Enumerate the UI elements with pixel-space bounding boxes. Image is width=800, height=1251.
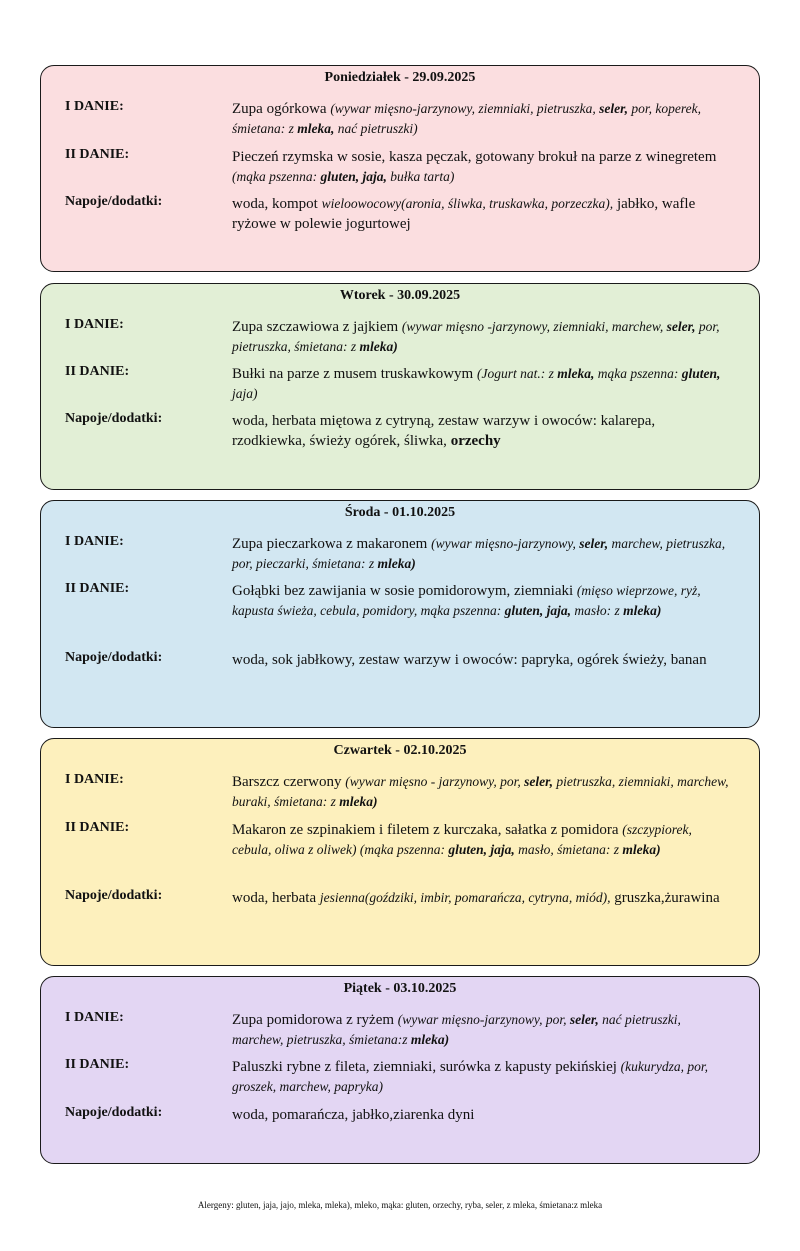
first-course-label: I DANIE: [65,99,124,114]
second-course-label: II DANIE: [65,364,130,379]
text-segment: jesienna(goździki, imbir, pomarańcza, cytryna, miód), [319,890,611,905]
first-course-text [232,1010,731,1050]
first-course-text [232,534,731,574]
text-segment: (mąka pszenna: [232,169,321,184]
text-segment: mleka, [557,366,595,381]
second-course-label: II DANIE: [65,147,130,162]
text-segment: (mięso wieprzowe, ryż, kapusta świeża, cebula, pomidory, mąka pszenna: [232,583,701,618]
second-course-text [232,147,731,187]
day-card-wednesday [40,500,760,728]
text-segment: masło, śmietana: z [514,842,623,857]
text-segment: jabłko, wafle ryżowe w polewie jogurtowej [232,196,696,232]
text-segment: Zupa pomidorowa z ryżem [232,1012,398,1028]
text-segment: (wywar mięsno-jarzynowy, por, [397,1012,570,1027]
text-segment: Makaron ze szpinakiem i filetem z kurczaka, sałatka z pomidora [232,822,623,838]
first-course-label: I DANIE: [65,534,124,549]
text-segment: por, pietruszka, śmietana: z [232,319,720,354]
drinks-text [232,194,731,234]
day-title: Piątek - 03.10.2025 [343,981,457,996]
text-segment: marchew, pietruszka, por, pieczarki, śmietana: z [232,536,726,571]
text-segment: Bułki na parze z musem truskawkowym [232,366,477,382]
day-card-monday [40,65,760,272]
second-course-text [232,1057,731,1097]
drinks-label: Napoje/dodatki: [65,1105,163,1120]
text-segment: Gołąbki bez zawijania w sosie pomidorowym, ziemniaki [232,583,577,599]
text-segment: woda, herbata miętowa z cytryną, zestaw warzyw i owoców: kalarepa, rzodkiewka, świeży ogórek, śliwka, [232,413,656,449]
second-course-text [232,820,731,860]
text-segment: (wywar mięsno -jarzynowy, ziemniaki, marchew, [401,319,667,334]
text-segment: (wywar mięsno-jarzynowy, [431,536,580,551]
drinks-text [232,1105,731,1125]
text-segment: (Jogurt nat.: z [476,366,558,381]
day-card-tuesday [40,283,760,490]
text-segment: woda, kompot [232,196,322,212]
text-segment: woda, herbata [232,890,320,906]
text-segment: gruszka,żurawina [610,890,720,906]
text-segment: woda, pomarańcza, jabłko,ziarenka dyni [232,1107,475,1123]
text-segment: mleka) [410,1032,450,1047]
day-card-thursday [40,738,760,966]
text-segment: Zupa ogórkowa [232,101,331,117]
first-course-label: I DANIE: [65,317,124,332]
text-segment: seler, [569,1012,599,1027]
text-segment: mleka) [622,842,661,857]
drinks-text [232,888,731,908]
second-course-text [232,364,731,404]
text-segment: woda, sok jabłkowy, zestaw warzyw i owoców: papryka, ogórek świeży, banan [232,652,707,668]
first-course-label: I DANIE: [65,1010,124,1025]
drinks-label: Napoje/dodatki: [65,650,163,665]
day-card-friday [40,976,760,1164]
text-segment: seler, [666,319,696,334]
drinks-label: Napoje/dodatki: [65,888,163,903]
text-segment: gluten, jaja, [504,603,571,618]
day-title: Poniedziałek - 29.09.2025 [324,70,476,85]
first-course-text [232,99,731,139]
allergens-footer: Alergeny: gluten, jaja, jajo, mleka, mleka), mleko, mąka: gluten, orzechy, ryba, seler, z mleka, śmietana:z mleka [197,1200,603,1210]
text-segment: Zupa szczawiowa z jajkiem [232,319,402,335]
day-title: Wtorek - 30.09.2025 [339,288,461,303]
text-segment: nać pietruszki, marchew, pietruszka, śmietana:z [232,1012,681,1047]
second-course-label: II DANIE: [65,581,130,596]
text-segment: mleka) [359,339,398,354]
first-course-text [232,317,731,357]
text-segment: mleka) [377,556,416,571]
text-segment: Pieczeń rzymska w sosie, kasza pęczak, gotowany brokuł na parze z winegretem [232,149,717,165]
text-segment: mleka) [339,794,378,809]
drinks-text [232,411,731,451]
first-course-text [232,772,731,812]
text-segment: orzechy [450,433,501,449]
text-segment: gluten, [681,366,721,381]
text-segment: Zupa pieczarkowa z makaronem [232,536,432,552]
text-segment: seler, [524,774,554,789]
second-course-label: II DANIE: [65,820,130,835]
text-segment: (wywar mięsno-jarzynowy, ziemniaki, pietruszka, [330,101,600,116]
drinks-label: Napoje/dodatki: [65,194,163,209]
text-segment: Paluszki rybne z fileta, ziemniaki, surówka z kapusty pekińskiej [232,1059,621,1075]
text-segment: jaja) [232,386,258,401]
text-segment: wieloowocowy(aronia, śliwka, truskawka, porzeczka), [321,196,614,211]
text-segment: Barszcz czerwony [232,774,346,790]
second-course-text [232,581,731,621]
text-segment: pietruszka, ziemniaki, marchew, buraki, śmietana: z [232,774,729,809]
text-segment: mąka pszenna: [594,366,682,381]
text-segment: mleka, [297,121,335,136]
text-segment: gluten, jaja, [320,169,387,184]
day-title: Czwartek - 02.10.2025 [333,743,467,758]
text-segment: masło: z [571,603,624,618]
first-course-label: I DANIE: [65,772,124,787]
text-segment: seler, [579,536,609,551]
text-segment: nać pietruszki) [334,121,418,136]
text-segment: gluten, jaja, [448,842,515,857]
text-segment: mleka) [623,603,662,618]
second-course-label: II DANIE: [65,1057,130,1072]
text-segment: (wywar mięsno - jarzynowy, por, [345,774,525,789]
day-title: Środa - 01.10.2025 [344,505,456,520]
drinks-label: Napoje/dodatki: [65,411,163,426]
drinks-text [232,650,731,670]
text-segment: por, koperek, śmietana: z [232,101,702,136]
text-segment: (kukurydza, por, groszek, marchew, papryka) [232,1059,709,1094]
text-segment: seler, [599,101,629,116]
text-segment: bułka tarta) [386,169,455,184]
text-segment: (szczypiorek, cebula, oliwa z oliwek) (mąka pszenna: [232,822,692,857]
